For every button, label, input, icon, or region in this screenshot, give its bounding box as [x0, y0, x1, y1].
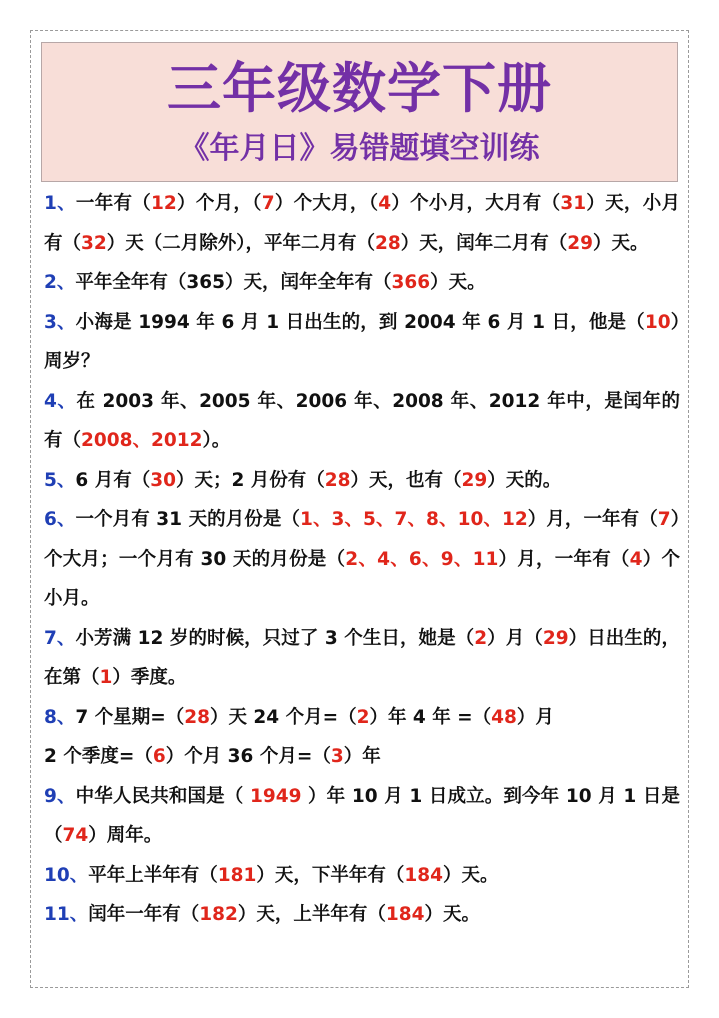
question-text: 小海是 1994 年 6 月 1 日出生的，到 2004 年 6 月 1 日，他是（	[75, 311, 645, 333]
question-number: 7、	[44, 627, 76, 649]
question-item	[44, 856, 680, 896]
question-number: 3、	[44, 311, 76, 333]
question-text: ）天；2 月份有（	[175, 469, 325, 491]
answer-value: 48	[491, 706, 517, 728]
question-text: ）月，一年有（	[498, 548, 630, 570]
question-item	[44, 895, 680, 935]
question-text: 平年上半年有（	[88, 864, 218, 886]
answer-value: 2	[474, 627, 488, 649]
question-text: ）天，小月有（	[44, 193, 680, 254]
question-text: ）个月 36 个月=（	[165, 746, 331, 767]
question-text: ）。	[202, 430, 231, 451]
answer-value: 182	[199, 904, 238, 925]
question-text: 一个月有 31 天的月份是（	[75, 509, 300, 530]
question-number: 8、	[44, 706, 76, 728]
question-text: 小芳满 12 岁的时候，只过了 3 个生日，她是（	[75, 627, 475, 649]
question-text: ）天，下半年有（	[256, 864, 405, 886]
question-text: ）个小月，大月有（	[391, 193, 561, 214]
question-text: ）天，也有（	[350, 469, 462, 491]
answer-value: 3	[330, 746, 344, 767]
answer-value: 7	[261, 193, 275, 214]
answer-value: 184	[385, 904, 425, 925]
question-number: 5、	[44, 469, 76, 491]
question-text: ）天，闰年二月有（	[400, 232, 568, 254]
answer-value: 4	[629, 548, 643, 570]
question-text: ）月，一年有（	[527, 509, 658, 530]
question-number: 11、	[44, 904, 89, 925]
question-number: 10、	[44, 864, 89, 886]
question-item	[44, 698, 680, 777]
question-text: ）季度。	[112, 667, 187, 688]
question-item	[44, 619, 680, 698]
question-item	[44, 303, 680, 382]
question-text: ）天。	[593, 232, 649, 254]
question-text: ）个月，（	[176, 193, 262, 214]
question-text: 6 月有（	[75, 469, 151, 491]
answer-value: 6	[152, 746, 166, 767]
answer-value: 366	[391, 272, 431, 293]
answer-value: 32	[81, 232, 107, 254]
question-item	[44, 461, 680, 501]
question-item	[44, 263, 680, 303]
answer-value: 7	[657, 509, 671, 530]
page-title: 三年级数学下册	[167, 56, 552, 120]
question-text: ）天。	[443, 864, 499, 886]
answer-value: 28	[184, 706, 210, 728]
question-text: ）年	[343, 746, 381, 767]
question-number: 4、	[44, 390, 77, 412]
question-text: ）周年。	[88, 825, 163, 846]
answer-value: 10	[644, 311, 671, 333]
question-text: ）个小月。	[44, 548, 680, 609]
answer-value: 74	[62, 825, 89, 846]
title-banner	[41, 42, 678, 182]
answer-value: 4	[378, 193, 392, 214]
answer-value: 2008、2012	[81, 430, 203, 451]
question-text: 闰年一年有（	[88, 904, 200, 925]
answer-value: 12	[151, 193, 177, 214]
question-item	[44, 382, 680, 461]
question-text: ）天的。	[487, 469, 562, 491]
answer-value: 31	[560, 193, 587, 214]
question-text: 7 个星期=（	[75, 706, 185, 728]
answer-value: 1、3、5、7、8、10、12	[300, 509, 528, 530]
question-item	[44, 184, 680, 263]
question-text: ）年 10 月 1 日成立。到今年 10 月 1 日是（	[44, 785, 680, 846]
question-text: ）日出生的，在第（	[44, 627, 680, 688]
answer-value: 28	[375, 232, 401, 254]
question-item	[44, 500, 680, 619]
answer-value: 1	[99, 667, 113, 688]
question-list	[44, 184, 680, 935]
question-text: ）天（二月除外），平年二月有（	[106, 232, 376, 254]
answer-value: 29	[542, 627, 569, 649]
page-subtitle: 《年月日》易错题填空训练	[179, 131, 540, 166]
answer-value: 1949	[249, 785, 302, 807]
answer-value: 2	[356, 706, 370, 728]
question-text: ）天 24 个月=（	[209, 706, 357, 728]
answer-value: 29	[461, 469, 488, 491]
question-number: 2、	[44, 272, 76, 293]
question-item	[44, 777, 680, 856]
answer-value: 184	[404, 864, 444, 886]
answer-value: 29	[567, 232, 594, 254]
question-text: ）月（	[487, 627, 543, 649]
question-text: 平年全年有（365）天，闰年全年有（	[75, 272, 392, 293]
answer-value: 30	[150, 469, 176, 491]
answer-value: 181	[217, 864, 257, 886]
question-text: ）周岁？	[44, 311, 680, 372]
question-text: ）个大月，（	[274, 193, 379, 214]
question-number: 6、	[44, 509, 76, 530]
question-text: ）天。	[424, 904, 481, 925]
question-text: 一年有（	[75, 193, 152, 214]
question-text: ）年 4 年 =（	[369, 706, 492, 728]
question-text: ）天。	[430, 272, 486, 293]
question-text: 中华人民共和国是（	[75, 785, 250, 807]
question-text: ）月	[516, 706, 554, 728]
answer-value: 28	[324, 469, 351, 491]
question-number: 9、	[44, 785, 76, 807]
question-text: 在 2003 年、2005 年、2006 年、2008 年、2012 年中，是闰年的有（	[44, 390, 681, 451]
question-text: ）天，上半年有（	[237, 904, 386, 925]
answer-value: 2、4、6、9、11	[345, 548, 499, 570]
question-number: 1、	[44, 193, 76, 214]
question-text: ）个大月；一个月有 30 天的月份是（	[44, 509, 680, 570]
question-text: 2 个季度=（	[44, 746, 153, 767]
